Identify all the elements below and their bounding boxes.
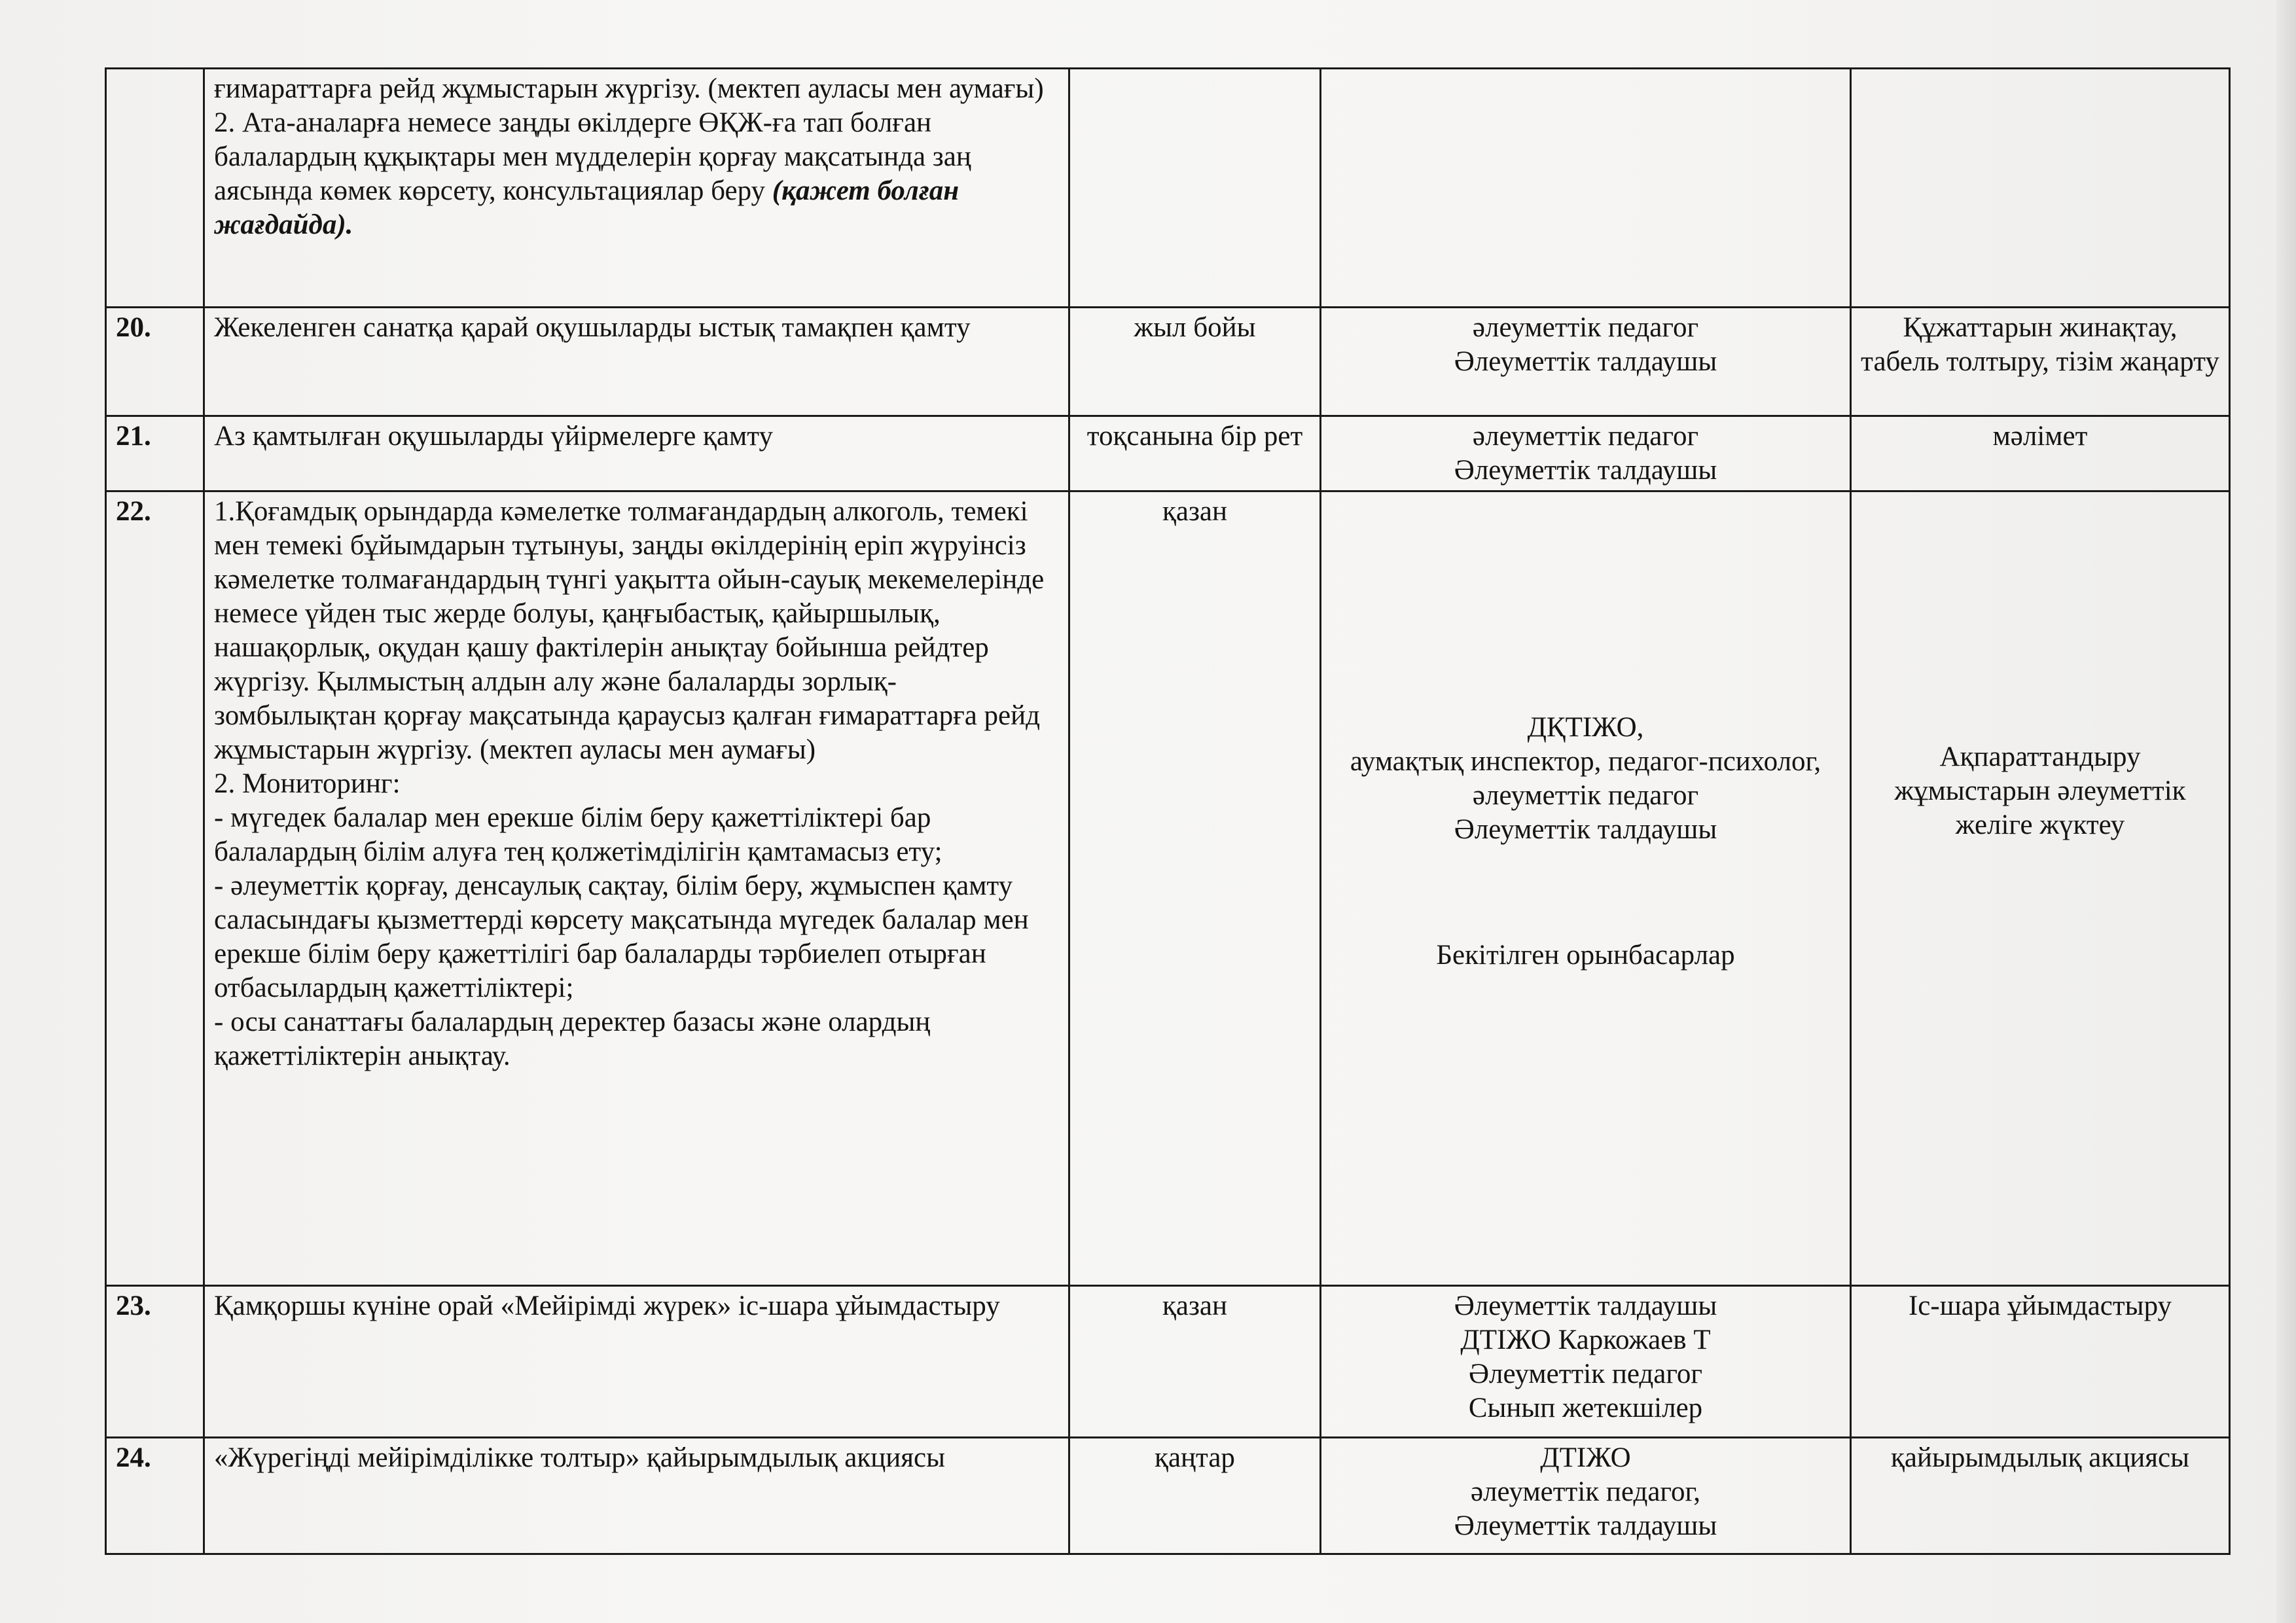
responsible-cell: әлеуметтік педагог Әлеуметтік талдаушы	[1321, 308, 1851, 416]
table-row	[106, 308, 2230, 416]
responsible-text: ДҚТІЖО, аумақтық инспектор, педагог-психолог, әлеуметтік педагог Әлеуметтік талдаушы	[1350, 712, 1821, 845]
row-number: 21.	[106, 416, 204, 491]
responsible-cell: ДТІЖО әлеуметтік педагог, Әлеуметтік талдаушы	[1321, 1438, 1851, 1554]
activity-cell: Қамқоршы күніне орай «Мейірімді жүрек» іс-шара ұйымдастыру	[204, 1286, 1069, 1438]
row-number	[106, 69, 204, 308]
result-text: Ақпараттандыру жұмыстарын әлеуметтік желіге жүктеу	[1894, 741, 2186, 840]
result-cell	[1851, 491, 2230, 1286]
term-cell: жыл бойы	[1069, 308, 1321, 416]
responsible-cell	[1321, 491, 1851, 1286]
table-row	[106, 491, 2230, 1286]
result-cell: мәлімет	[1851, 416, 2230, 491]
row-number: 23.	[106, 1286, 204, 1438]
responsible-cell: Әлеуметтік талдаушы ДТІЖО Каркожаев Т Әлеуметтік педагог Сынып жетекшілер	[1321, 1286, 1851, 1438]
table-row	[106, 1286, 2230, 1438]
activity-cell	[204, 69, 1069, 308]
term-cell: қаңтар	[1069, 1438, 1321, 1554]
spacer	[1861, 495, 2219, 740]
responsible-extra: Бекітілген орынбасарлар	[1436, 940, 1735, 971]
row-number: 22.	[106, 491, 204, 1286]
page-edge	[2276, 0, 2296, 1623]
term-cell: тоқсанына бір рет	[1069, 416, 1321, 491]
spacer	[1331, 847, 1840, 938]
term-cell: қазан	[1069, 491, 1321, 1286]
activity-text: ғимараттарға рейд жұмыстарын жүргізу. (мектеп ауласы мен аумағы) 2. Ата-аналарға немесе заңды өкілдерге ӨҚЖ-ға тап болған балалардың құқықтары мен мүдделерін қорғау мақсатында заң аясында көмек көрсету, консультациялар беру	[214, 73, 1044, 206]
row-number: 20.	[106, 308, 204, 416]
result-cell: Іс-шара ұйымдастыру	[1851, 1286, 2230, 1438]
activity-cell: 1.Қоғамдық орындарда кәмелетке толмағандардың алкоголь, темекі мен темекі бұйымдарын тұтынуы, заңды өкілдерінің еріп жүруінсіз кәмелетке толмағандардың түнгі уақытта ойын-сауық мекемелерінде немесе үйден тыс жерде болуы, қаңғыбастық, қайыршылық, нашақорлық, оқудан қашу фактілерін анықтау бойынша рейдтер жүргізу. Қылмыстың алдын алу және балаларды зорлық-зомбылықтан қорғау мақсатында қараусыз қалған ғимараттарға рейд жұмыстарын жүргізу. (мектеп ауласы мен аумағы) 2. Мониторинг: - мүгедек балалар мен ерекше білім беру қажеттіліктері бар балалардың білім алуға тең қолжетімділігін қамтамасыз ету; - әлеуметтік қорғау, денсаулық сақтау, білім беру, жұмыспен қамту саласындағы қызметтерді көрсету мақсатында мүгедек балалар мен ерекше білім беру қажеттілігі бар балаларды тәрбиелеп отырған отбасылардың қажеттіліктері; - осы санаттағы балалардың деректер базасы және олардың қажеттіліктерін анықтау.	[204, 491, 1069, 1286]
activity-table	[105, 67, 2231, 1555]
table-row	[106, 1438, 2230, 1554]
activity-cell: Жекеленген санатқа қарай оқушыларды ыстық тамақпен қамту	[204, 308, 1069, 416]
activity-note: (қажет болған жағдайда).	[214, 175, 960, 240]
table-row	[106, 69, 2230, 308]
activity-cell: «Жүрегіңді мейірімділікке толтыр» қайырымдылық акциясы	[204, 1438, 1069, 1554]
result-cell: Құжаттарын жинақтау, табель толтыру, тізім жаңарту	[1851, 308, 2230, 416]
term-cell	[1069, 69, 1321, 308]
row-number: 24.	[106, 1438, 204, 1554]
spacer	[1331, 495, 1840, 711]
activity-cell: Аз қамтылған оқушыларды үйірмелерге қамту	[204, 416, 1069, 491]
result-cell: қайырымдылық акциясы	[1851, 1438, 2230, 1554]
term-cell: қазан	[1069, 1286, 1321, 1438]
table-row	[106, 416, 2230, 491]
responsible-cell: әлеуметтік педагог Әлеуметтік талдаушы	[1321, 416, 1851, 491]
result-cell	[1851, 69, 2230, 308]
responsible-cell	[1321, 69, 1851, 308]
